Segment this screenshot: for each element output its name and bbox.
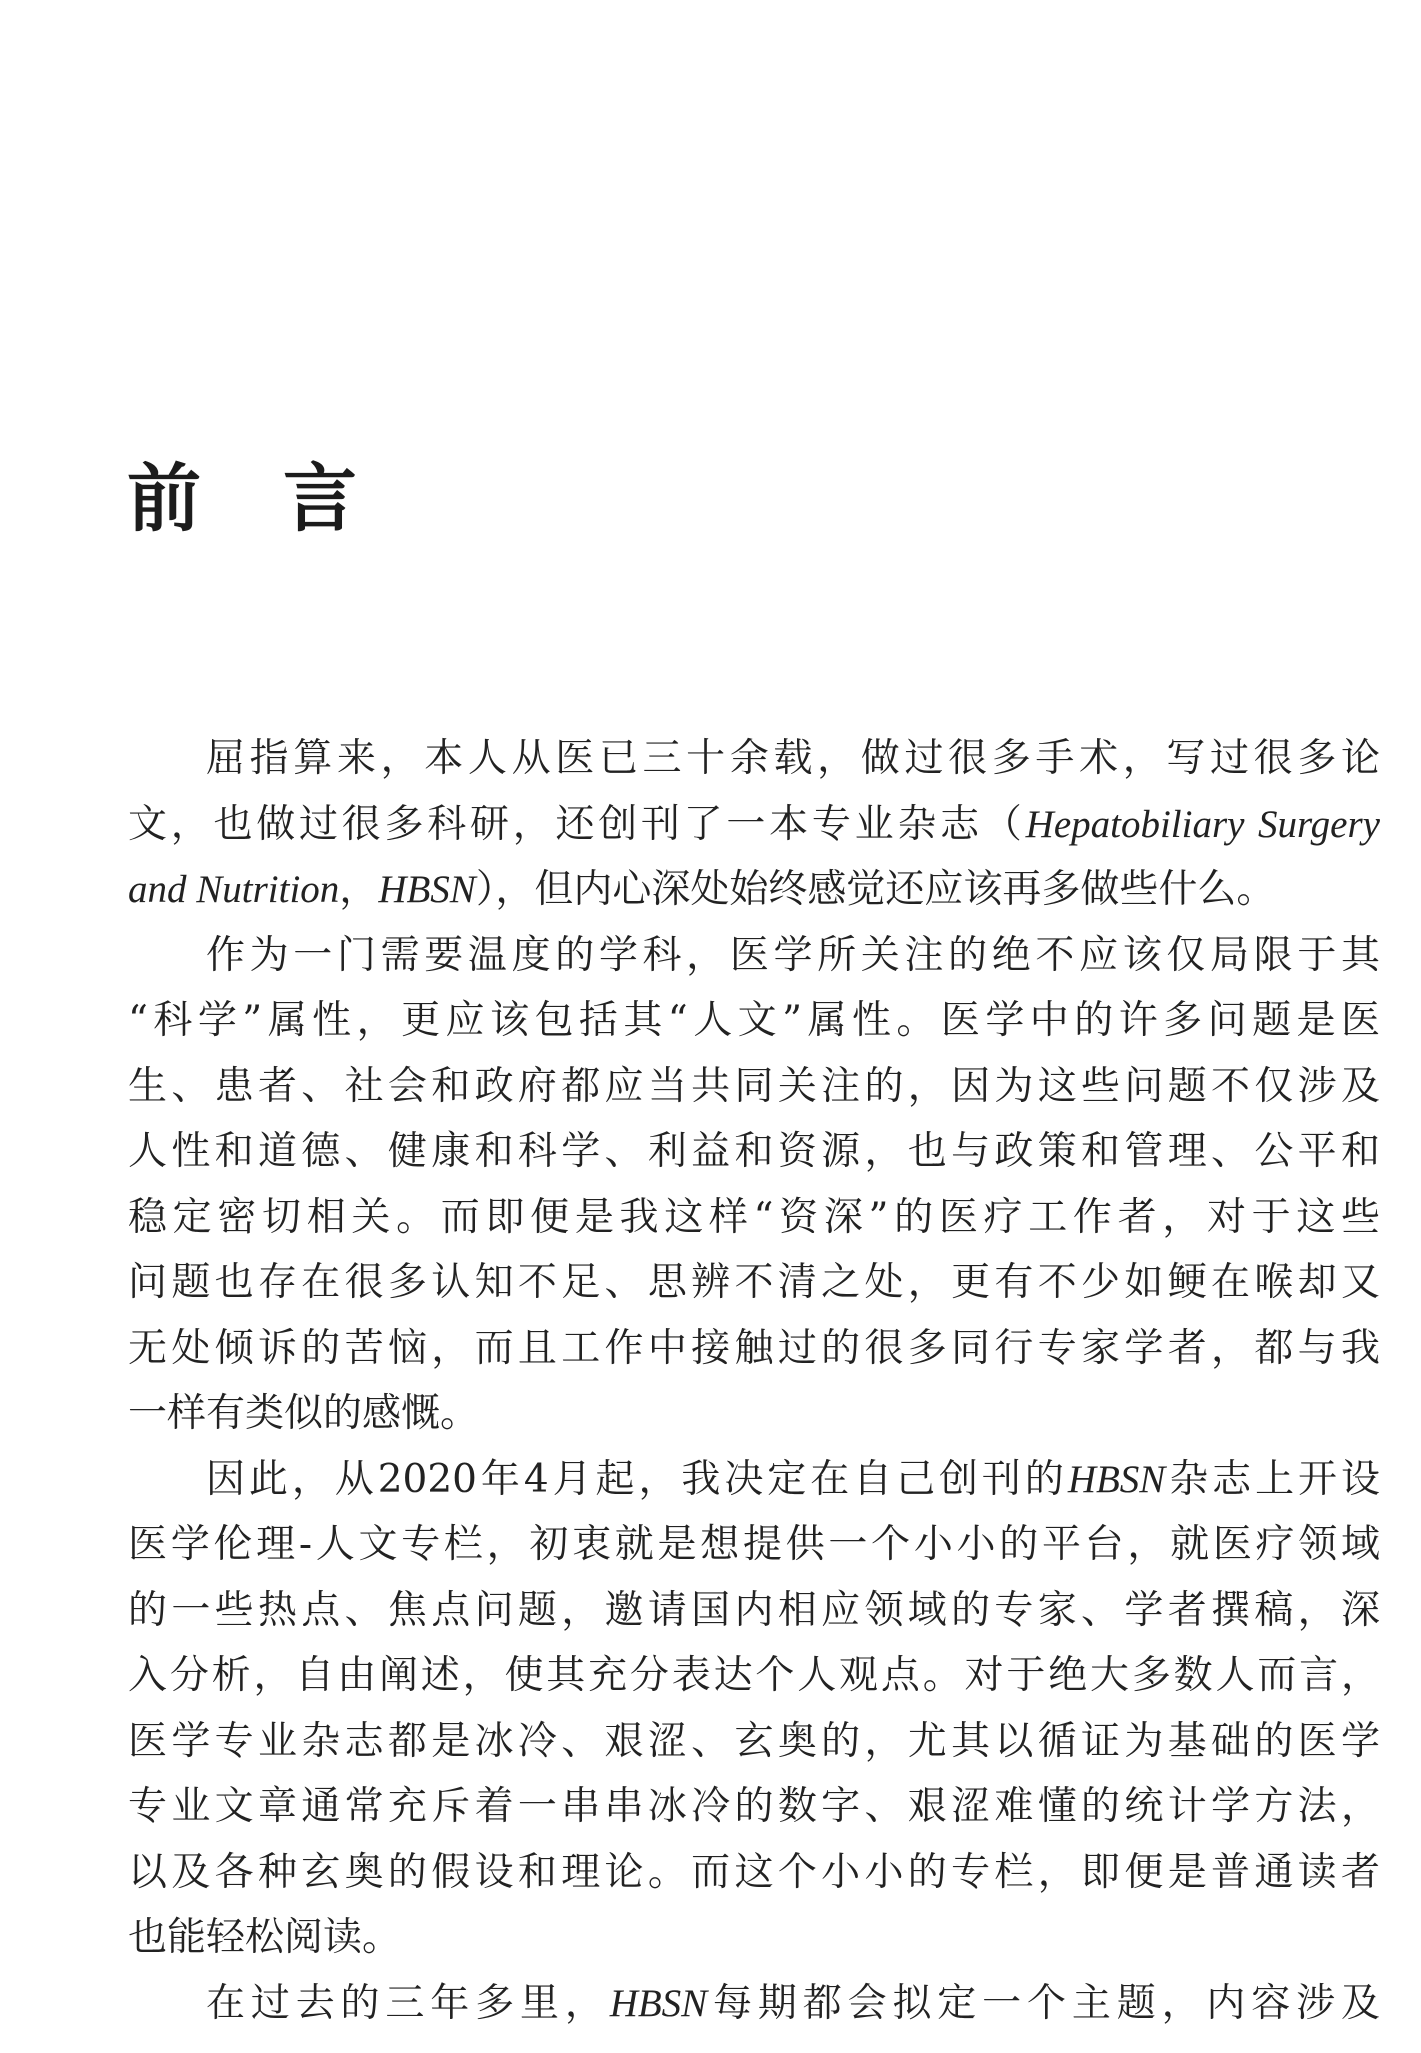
text-line: 的一些热点、焦点问题，邀请国内相应领域的专家、学者撰稿，深 bbox=[128, 1587, 1380, 1633]
text-line: “科学”属性，更应该包括其“人文”属性。医学中的许多问题是医 bbox=[128, 998, 1380, 1043]
title-char-1: 前 bbox=[127, 456, 201, 542]
chapter-title bbox=[127, 456, 357, 542]
text-line: 无处倾诉的苦恼，而且工作中接触过的很多同行专家学者，都与我 bbox=[128, 1325, 1380, 1371]
paragraph-4 bbox=[128, 1971, 1380, 2037]
journal-abbr-italic: HBSN bbox=[378, 868, 476, 911]
text-line: 生、患者、社会和政府都应当共同关注的，因为这些问题不仅涉及 bbox=[128, 1063, 1380, 1109]
text-line: 入分析，自由阐述，使其充分表达个人观点。对于绝大多数人而言， bbox=[128, 1653, 1380, 1698]
paragraph-2 bbox=[128, 923, 1380, 1447]
text-line: 以及各种玄奥的假设和理论。而这个小小的专栏，即便是普通读者 bbox=[128, 1849, 1380, 1895]
text-line: 稳定密切相关。而即便是我这样“资深”的医疗工作者，对于这些 bbox=[128, 1194, 1380, 1240]
paragraph-1 bbox=[128, 726, 1380, 923]
text-line: 在过去的三年多里，HBSN每期都会拟定一个主题，内容涉及 bbox=[206, 1980, 1380, 2026]
preface-body bbox=[128, 726, 1380, 2036]
text-line: 一样有类似的感慨。 bbox=[128, 1391, 480, 1436]
text-line: 人性和道德、健康和科学、利益和资源，也与政策和管理、公平和 bbox=[128, 1129, 1380, 1174]
text-line: 问题也存在很多认知不足、思辨不清之处，更有不少如鲠在喉却又 bbox=[128, 1260, 1380, 1305]
text-line: 也能轻松阅读。 bbox=[128, 1915, 402, 1960]
text-line: 医学专业杂志都是冰冷、艰涩、玄奥的，尤其以循证为基础的医学 bbox=[128, 1718, 1380, 1764]
paragraph-3 bbox=[128, 1447, 1380, 1971]
journal-abbr-italic: HBSN bbox=[1067, 1457, 1166, 1501]
text-line: 因此，从2020年4月起，我决定在自己创刊的HBSN杂志上开设 bbox=[206, 1456, 1380, 1502]
text-line: 屈指算来，本人从医已三十余载，做过很多手术，写过很多论 bbox=[206, 736, 1380, 781]
text-line: 作为一门需要温度的学科，医学所关注的绝不应该仅局限于其 bbox=[206, 932, 1380, 978]
title-char-2: 言 bbox=[283, 456, 357, 542]
text-line: and Nutrition，HBSN），但内心深处始终感觉还应该再多做些什么。 bbox=[128, 867, 1276, 912]
text-line: 专业文章通常充斥着一串串冰冷的数字、艰涩难懂的统计学方法， bbox=[128, 1784, 1380, 1829]
journal-name-italic: Hepatobiliary Surgery bbox=[1025, 802, 1380, 846]
text-line: 文，也做过很多科研，还创刊了一本专业杂志（Hepatobiliary Surgery bbox=[128, 801, 1380, 847]
journal-abbr-italic: HBSN bbox=[609, 1981, 708, 2025]
text-line: 医学伦理-人文专栏，初衷就是想提供一个小小的平台，就医疗领域 bbox=[128, 1522, 1380, 1567]
journal-name-italic: and Nutrition bbox=[128, 868, 340, 911]
